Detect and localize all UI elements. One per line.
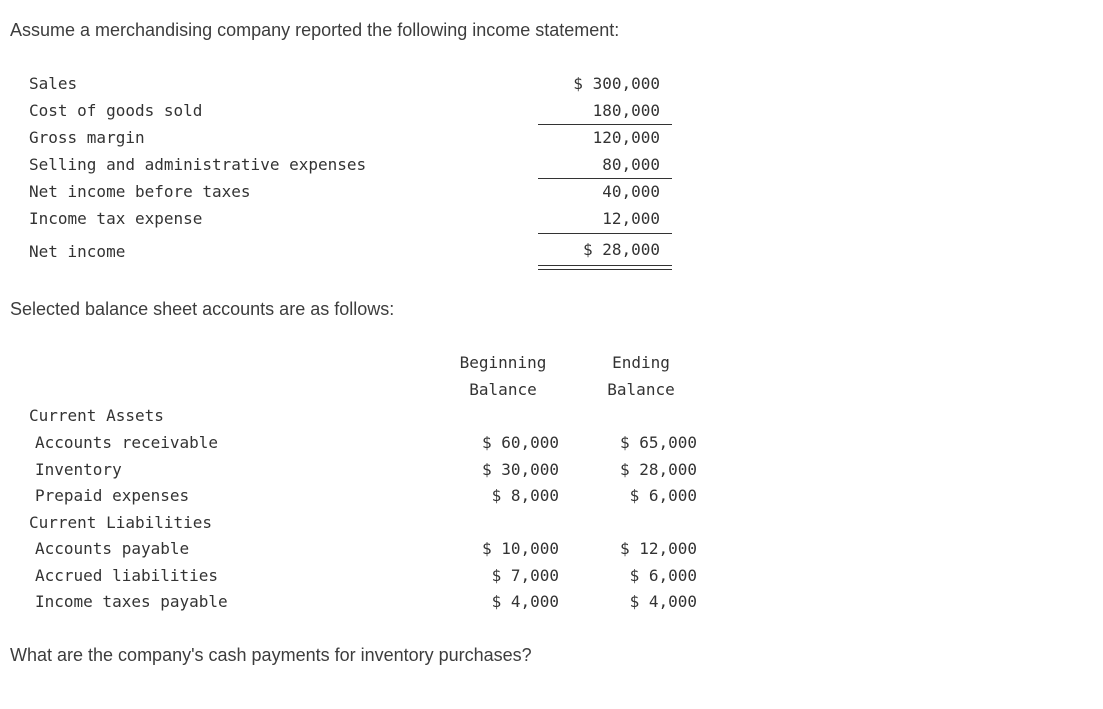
row-beginning-accounts-receivable: $ 60,000 [481,433,559,452]
section-current-liabilities: Current Liabilities [29,513,213,532]
is-label-nibt: Net income before taxes [29,182,251,201]
is-amount-gross-margin: 120,000 [592,128,660,147]
double-rule-bottom [538,269,672,270]
is-amount-net-income: $ 28,000 [582,240,660,259]
is-label-net-income: Net income [29,242,126,261]
row-label-prepaid-expenses: Prepaid expenses [35,486,190,505]
row-ending-income-taxes-payable: $ 4,000 [629,592,697,611]
is-amount-sales: $ 300,000 [573,74,660,93]
intro-text: Assume a merchandising company reported the following income statement: [10,20,620,40]
is-label-selling-admin: Selling and administrative expenses [29,155,367,174]
row-beginning-inventory: $ 30,000 [481,460,559,479]
is-label-sales: Sales [29,74,78,93]
row-label-inventory: Inventory [35,460,122,479]
row-label-accounts-receivable: Accounts receivable [35,433,219,452]
row-ending-accrued-liabilities: $ 6,000 [629,566,697,585]
row-ending-inventory: $ 28,000 [619,460,697,479]
row-label-accounts-payable: Accounts payable [35,539,190,558]
question-text: What are the company's cash payments for inventory purchases? [10,645,532,665]
col-head-ending-2: Balance [607,380,675,399]
row-label-income-taxes-payable: Income taxes payable [35,592,228,611]
section-current-assets: Current Assets [29,406,164,425]
is-label-tax: Income tax expense [29,209,203,228]
double-rule-top [538,265,672,266]
is-label-gross-margin: Gross margin [29,128,145,147]
row-ending-accounts-receivable: $ 65,000 [619,433,697,452]
col-head-ending-1: Ending [612,353,670,372]
is-amount-selling-admin: 80,000 [602,155,660,174]
row-beginning-accrued-liabilities: $ 7,000 [491,566,559,585]
col-head-beginning-2: Balance [469,380,537,399]
row-ending-prepaid-expenses: $ 6,000 [629,486,697,505]
rule-after-tax [538,233,672,234]
row-beginning-accounts-payable: $ 10,000 [481,539,559,558]
balance-intro-text: Selected balance sheet accounts are as follows: [10,299,395,319]
row-beginning-prepaid-expenses: $ 8,000 [491,486,559,505]
is-label-cogs: Cost of goods sold [29,101,203,120]
is-amount-tax: 12,000 [602,209,660,228]
rule-after-cogs [538,124,672,125]
is-amount-cogs: 180,000 [592,101,660,120]
is-amount-nibt: 40,000 [602,182,660,201]
col-head-beginning-1: Beginning [459,353,547,372]
row-ending-accounts-payable: $ 12,000 [619,539,697,558]
row-beginning-income-taxes-payable: $ 4,000 [491,592,559,611]
row-label-accrued-liabilities: Accrued liabilities [35,566,219,585]
rule-after-selling-admin [538,178,672,179]
